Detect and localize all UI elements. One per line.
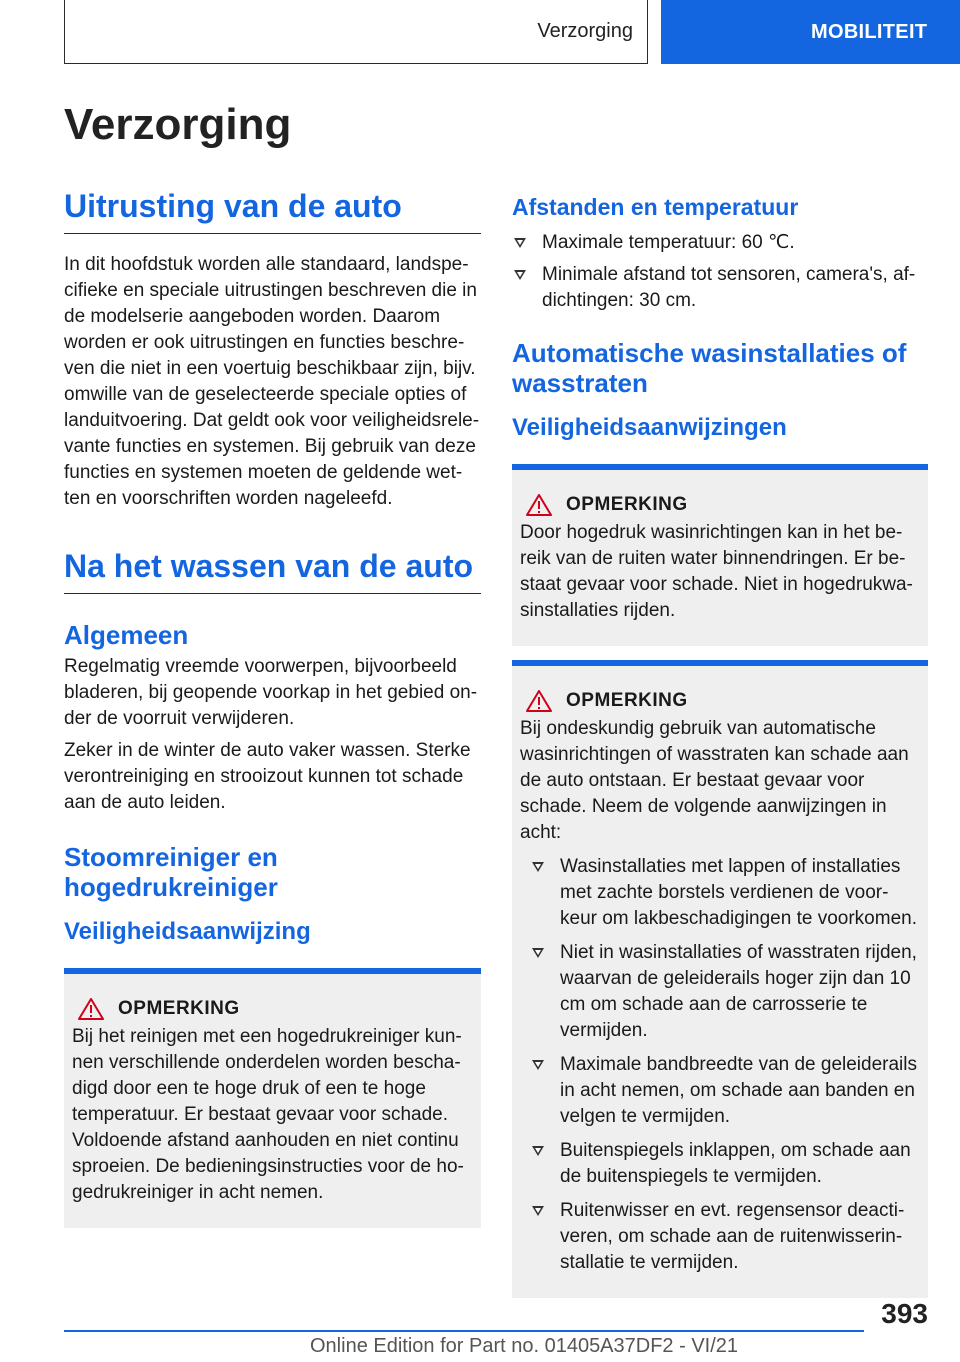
- right-column: [512, 188, 928, 1298]
- page-title: Verzorging: [64, 100, 292, 149]
- header-chapter-label: Verzorging: [537, 20, 633, 42]
- heading-veiligheidsaanwijzingen: Veiligheidsaanwijzingen: [512, 414, 787, 441]
- heading-afstanden: Afstanden en temperatuur: [512, 194, 799, 220]
- warning-icon: [526, 494, 552, 516]
- paragraph-algemeen-1: Regelmatig vreemde voorwerpen, bijvoorbeeld bladeren, bij geopende voorkap in het gebied on-der de voorruit verwijderen.: [64, 656, 478, 729]
- footer-edition: Online Edition for Part no. 01405A37DF2 - VI/21: [310, 1335, 739, 1357]
- notice-text: Bij het reinigen met een hogedrukreiniger kun-nen verschillende onderdelen worden bescha-digd door een te hoge druk of een te hoge temperatuur. Er bestaat gevaar voor schade. Voldoende afstand aanhouden en niet continu sproeien. De bedieningsinstructies voor de ho-gedrukreiniger in acht nemen.: [72, 1026, 464, 1203]
- notice-box-2: [512, 660, 928, 1298]
- list-item: Ruitenwisser en evt. regensensor deacti-veren, om schade aan de ruitenwisserin-stallatie te vermijden.: [530, 1198, 920, 1276]
- notice-list: [530, 854, 920, 1276]
- list-item: Maximale temperatuur: 60 ℃.: [512, 230, 928, 256]
- notice-text: Door hogedruk wasinrichtingen kan in het be-reik van de ruiten water binnendringen. Er be-staat gevaar voor schade. Niet in hogedrukwa-sinstallaties rijden.: [520, 522, 913, 621]
- warning-icon: [78, 998, 104, 1020]
- paragraph-uitrusting: In dit hoofdstuk worden alle standaard, landspe-cifieke en speciale uitrustingen beschreven die in de modelserie aangeboden worden. Daarom worden er ook uitrustingen en functies beschre-ven die niet in een voertuig beschikbaar zijn, bijv. omwille van de geselecteerde speciale opties of landuitvoering. Dat geldt ook voor veiligheidsrele-vante functies en systemen. Bij gebruik van deze functies en systemen moeten de geldende wet-ten en voorschriften worden nageleefd.: [64, 254, 480, 509]
- triangle-bullet-icon: [532, 948, 544, 958]
- heading-veiligheidsaanwijzing: Veiligheidsaanwijzing: [64, 918, 311, 945]
- footer-divider: [64, 1330, 864, 1332]
- triangle-bullet-icon: [532, 1146, 544, 1156]
- list-item: Wasinstallaties met lappen of installaties met zachte borstels verdienen de voor-keur om lakbeschadigingen te voorkomen.: [530, 854, 920, 932]
- left-column: [64, 188, 481, 1228]
- list-item: Buitenspiegels inklappen, om schade aan de buitenspiegels te vermijden.: [530, 1138, 920, 1190]
- triangle-bullet-icon: [514, 270, 526, 280]
- notice-label: OPMERKING: [566, 494, 688, 515]
- notice-box: [64, 968, 481, 1228]
- triangle-bullet-icon: [532, 1206, 544, 1216]
- heading-wasinstallaties: Automatische wasinstallaties of wasstraten: [512, 338, 907, 398]
- triangle-bullet-icon: [514, 238, 526, 248]
- triangle-bullet-icon: [532, 862, 544, 872]
- notice-label: OPMERKING: [566, 690, 688, 711]
- heading-algemeen: Algemeen: [64, 620, 189, 650]
- header-section-tab[interactable]: [661, 0, 960, 64]
- notice-box-1: [512, 464, 928, 646]
- afstanden-list: [512, 230, 928, 314]
- paragraph-algemeen-2: Zeker in de winter de auto vaker wassen. Sterke verontreiniging en strooizout kunnen tot schade aan de auto leiden.: [64, 740, 471, 813]
- notice-label: OPMERKING: [118, 998, 240, 1019]
- warning-icon: [526, 690, 552, 712]
- heading-stoomreiniger: Stoomreiniger en hogedrukreiniger: [64, 842, 278, 902]
- heading-uitrusting: Uitrusting van de auto: [64, 188, 481, 234]
- header-chapter: [64, 0, 648, 64]
- triangle-bullet-icon: [532, 1060, 544, 1070]
- header-section-tab-label: MOBILITEIT: [811, 20, 928, 43]
- list-item: Maximale bandbreedte van de geleiderails in acht nemen, om schade aan banden en velgen te vermijden.: [530, 1052, 920, 1130]
- list-item: Niet in wasinstallaties of wasstraten rijden, waarvan de geleiderails hoger zijn dan 10 cm om schade aan de carrosserie te vermijden.: [530, 940, 920, 1044]
- page-number: 393: [881, 1298, 928, 1329]
- notice-text: Bij ondeskundig gebruik van automatische wasinrichtingen of wasstraten kan schade aan de auto ontstaan. Er bestaat gevaar voor schade. Neem de volgende aanwijzingen in acht:: [520, 718, 909, 843]
- list-item: Minimale afstand tot sensoren, camera's, af-dichtingen: 30 cm.: [512, 262, 928, 314]
- heading-na-wassen: Na het wassen van de auto: [64, 548, 481, 594]
